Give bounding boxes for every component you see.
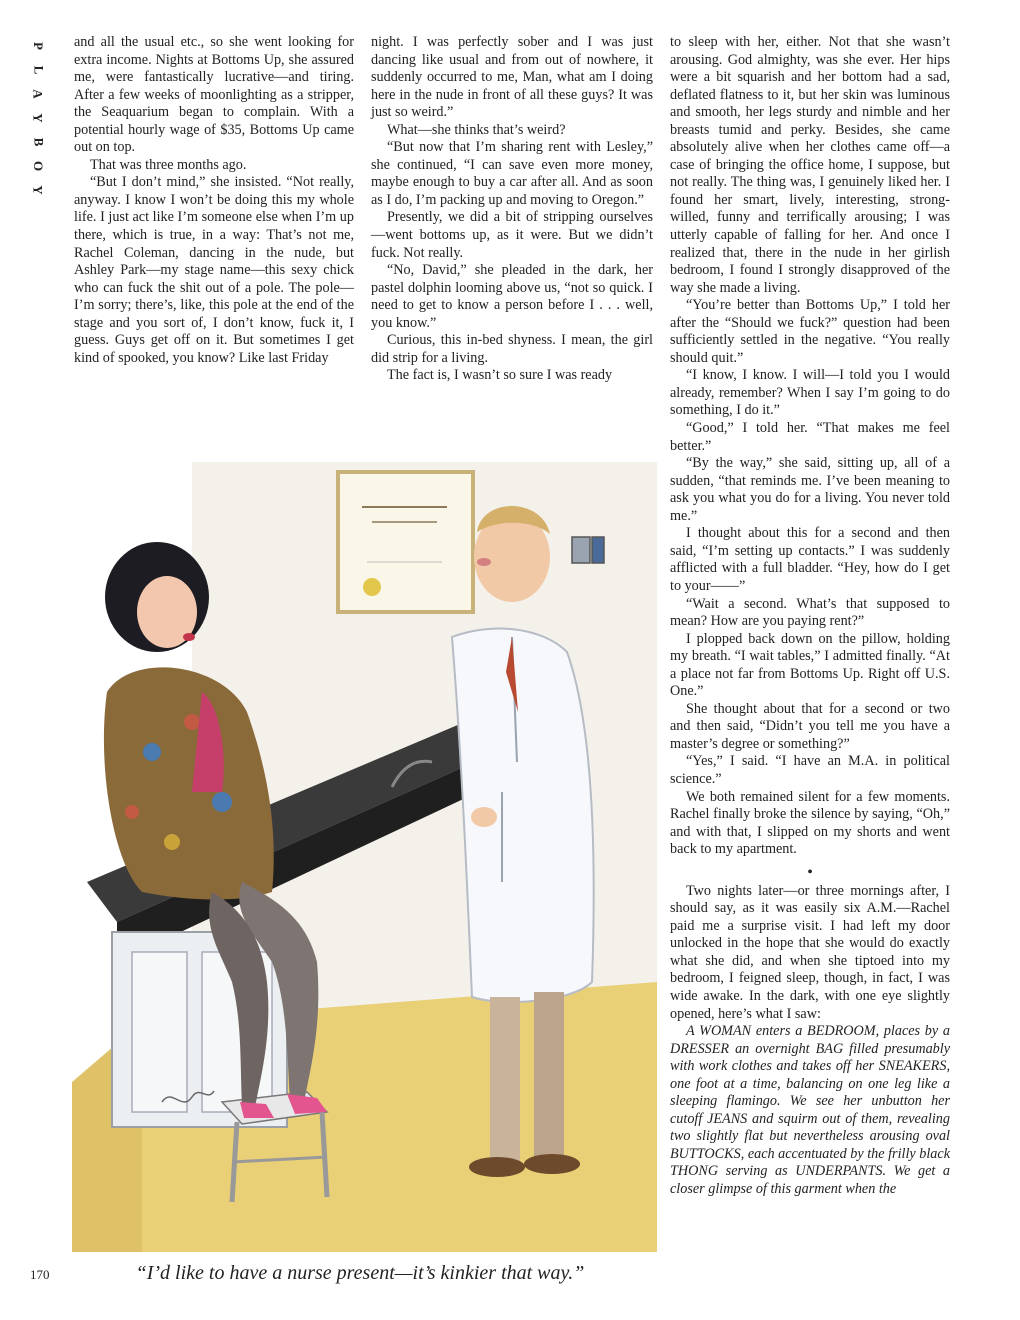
paragraph: “No, David,” she pleaded in the dark, her pastel dolphin looming above us, “not so quick. I need to get to know a person before I . . . well, you know.” <box>371 262 653 331</box>
seal-icon <box>363 578 381 596</box>
page-number: 170 <box>30 1267 50 1282</box>
wall-device-icon <box>572 537 590 563</box>
masthead <box>28 34 48 202</box>
paragraph: night. I was perfectly sober and I was just dancing like usual and from out of nowhere, it suddenly occurred to me, Man, what am I doing here in the nude in front of all these guys? It was just so weird.” <box>371 34 653 121</box>
paragraph: She thought about that for a second or two and then said, “Didn’t you tell me you have a master’s degree or something?” <box>670 700 950 752</box>
text-column-3 <box>670 34 950 1284</box>
masthead-letter: P <box>30 42 46 50</box>
masthead-letter: A <box>30 89 46 99</box>
paragraph: Two nights later—or three mornings after, I should say, as it was easily six A.M.—Rachel paid me a surprise visit. I had left my door unlocked in the hope that she would do exactly what she did, and when she tiptoed into my bedroom, I feigned sleep, though, in fact, I was wide awake. In the dark, with one eye slightly opened, here’s what I saw: <box>670 882 950 1022</box>
doctor-leg <box>490 997 520 1162</box>
diploma-frame <box>338 472 473 612</box>
paragraph: “But I don’t mind,” she insisted. “Not really, anyway. I know I won’t be doing this my whole life. I just act like I’m someone else when I’m up there, which is true, in a way: That’s not me, Rachel Coleman, dancing in the nude, but Ashley Park—my stage name—this sexy chick who can fuck the shit out of a pole. The pole—I’m sorry; there’s, like, this pole at the end of the stage and you sort of, I don’t know, fuck it, I guess. Guys get off on it. But sometimes I get kind of spooked, you know? Like last Friday <box>74 174 354 366</box>
masthead-letter: O <box>31 160 46 172</box>
masthead-letter: Y <box>30 185 46 195</box>
cartoon-drawing <box>72 462 657 1252</box>
cartoon-caption: “I’d like to have a nurse present—it’s kinkier that way.” <box>135 1262 585 1284</box>
paragraph: to sleep with her, either. Not that she wasn’t arousing. God almighty, was she ever. Her hips were a bit squarish and her bottom had a sad, deflated flatness to it, but her skin was luminous and smooth, her legs sturdy and nimble and her breasts tumid and perky. Besides, she came absolutely alive when her clothes came off—a case of bringing the office home, I suppose, but not really. The thing was, I genuinely liked her. I found her smart, lively, interesting, strong-willed, funny and terrifically arousing; I was utterly capable of falling for her. And once I realized that, there in the nude in her girlish bedroom, I found I strongly disapproved of the way she made a living. <box>670 34 950 296</box>
paragraph: I plopped back down on the pillow, holding my breath. “I wait tables,” I admitted finally. “At a place not far from Bottoms Up. Right off U.S. One.” <box>670 630 950 700</box>
paragraph: The fact is, I wasn’t so sure I was ready <box>387 367 613 384</box>
paragraph: “I know, I know. I will—I told you I would already, remember? When I say I’m going to do something, I do it.” <box>670 367 950 419</box>
paragraph: “You’re better than Bottoms Up,” I told her after the “Should we fuck?” question had been sufficiently settled in the negative. “You really should quit.” <box>670 297 950 366</box>
paragraph: and all the usual etc., so she went looking for extra income. Nights at Bottoms Up, she assured me, were fantastically lucrative—and tiring. After a few weeks of moonlighting as a stripper, the Seaquarium began to complain. With a potential hourly wage of $35, Bottoms Up came out on top. <box>74 34 354 156</box>
section-break: • <box>807 863 813 881</box>
text-column-1 <box>74 34 354 367</box>
cartoon-illustration <box>72 462 657 1252</box>
screenplay-paragraph: A WOMAN enters a BEDROOM, places by a DRESSER an overnight BAG filled presumably with work clothes and takes off her SNEAKERS, one foot at a time, balancing on one leg like a sleeping flamingo. We see her unbutton her cutoff JEANS and squirm out of them, revealing two slightly flat but nevertheless arousing oval BUTTOCKS, each accentuated by the frilly black THONG serving as UNDERPANTS. We get a closer glimpse of this garment when the <box>670 1023 950 1197</box>
masthead-letter: Y <box>30 113 46 123</box>
paragraph: We both remained silent for a few moments. Rachel finally broke the silence by saying, “Oh,” and with that, I slipped on my shorts and went back to my apartment. <box>670 788 950 858</box>
paragraph: “Good,” I told her. “That makes me feel better.” <box>670 420 950 454</box>
paragraph: That was three months ago. <box>90 156 247 173</box>
paragraph: “Yes,” I said. “I have an M.A. in political science.” <box>670 753 950 787</box>
paragraph: What—she thinks that’s weird? <box>387 121 566 138</box>
masthead-letter: L <box>30 65 46 75</box>
shoe-icon <box>469 1157 525 1177</box>
text-column-2 <box>371 34 653 385</box>
paragraph: Presently, we did a bit of stripping ourselves—went bottoms up, as it were. But we didn’t fuck. Not really. <box>371 209 653 261</box>
paragraph: “Wait a second. What’s that supposed to mean? How are you paying rent?” <box>670 595 950 630</box>
paragraph: Curious, this in-bed shyness. I mean, the girl did strip for a living. <box>371 332 653 366</box>
paragraph: “By the way,” she said, sitting up, all of a sudden, “that reminds me. I’ve been meaning to ask you what you do for a living. You never told me.” <box>670 455 950 524</box>
shoe-icon <box>524 1154 580 1174</box>
masthead-letter: B <box>30 137 46 147</box>
paragraph: “But now that I’m sharing rent with Lesley,” she continued, “I can save even more money, maybe enough to buy a car after all. And as soon as I do, I’m packing up and moving to Oregon.” <box>371 139 653 208</box>
paragraph: I thought about this for a second and then said, “I’m setting up contacts.” I was suddenly afflicted with a full bladder. “Hey, how do I get to your——” <box>670 525 950 594</box>
